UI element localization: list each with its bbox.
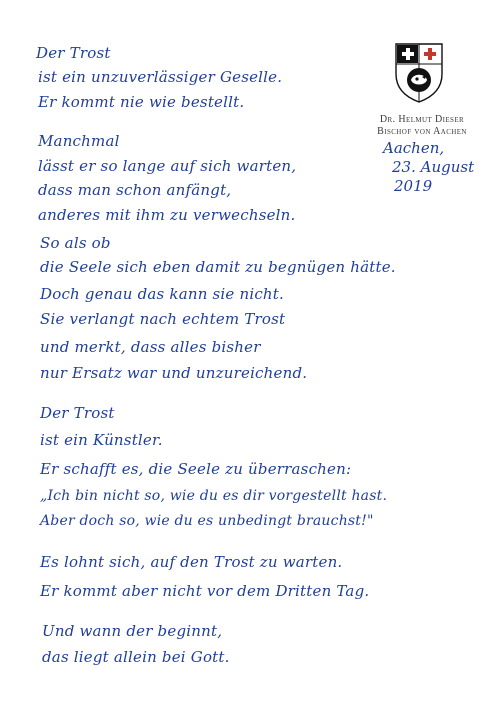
poem-line: So als ob: [40, 234, 111, 252]
poem-line: „Ich bin nicht so, wie du es dir vorgestellt hast.: [40, 488, 388, 504]
poem-line: Der Trost: [40, 404, 115, 422]
poem-line: die Seele sich eben damit zu begnügen hätte.: [40, 258, 396, 276]
poem-line: Und wann der beginnt,: [42, 622, 223, 640]
poem-line: Der Trost: [36, 44, 111, 62]
poem-line: nur Ersatz war und unzureichend.: [40, 364, 308, 382]
poem-line: Er kommt nie wie bestellt.: [38, 93, 245, 111]
poem-line: Doch genau das kann sie nicht.: [40, 285, 284, 303]
poem-line: Manchmal: [38, 132, 120, 150]
poem-line: Er schafft es, die Seele zu überraschen:: [40, 460, 352, 478]
poem-line: ist ein unzuverlässiger Geselle.: [38, 68, 283, 86]
poem-line: Aber doch so, wie du es unbedingt brauchst!": [40, 513, 374, 529]
date-year: 2019: [394, 177, 433, 195]
letterhead-name: Dr. Helmut Dieser: [379, 114, 465, 125]
coat-of-arms-icon: [392, 40, 446, 104]
poem-line: lässt er so lange auf sich warten,: [38, 157, 297, 175]
poem-line: Es lohnt sich, auf den Trost zu warten.: [40, 553, 343, 571]
poem-line: Sie verlangt nach echtem Trost: [40, 310, 286, 328]
poem-line: ist ein Künstler.: [40, 431, 163, 449]
poem-line: Er kommt aber nicht vor dem Dritten Tag.: [40, 582, 370, 600]
letterhead-title: Bischof von Aachen: [377, 126, 467, 137]
date-day-month: 23. August: [392, 158, 475, 176]
poem-line: das liegt allein bei Gott.: [42, 648, 230, 666]
date-place: Aachen,: [383, 139, 445, 157]
poem-line: anderes mit ihm zu verwechseln.: [38, 206, 296, 224]
poem-line: und merkt, dass alles bisher: [40, 338, 261, 356]
poem-line: dass man schon anfängt,: [38, 181, 232, 199]
